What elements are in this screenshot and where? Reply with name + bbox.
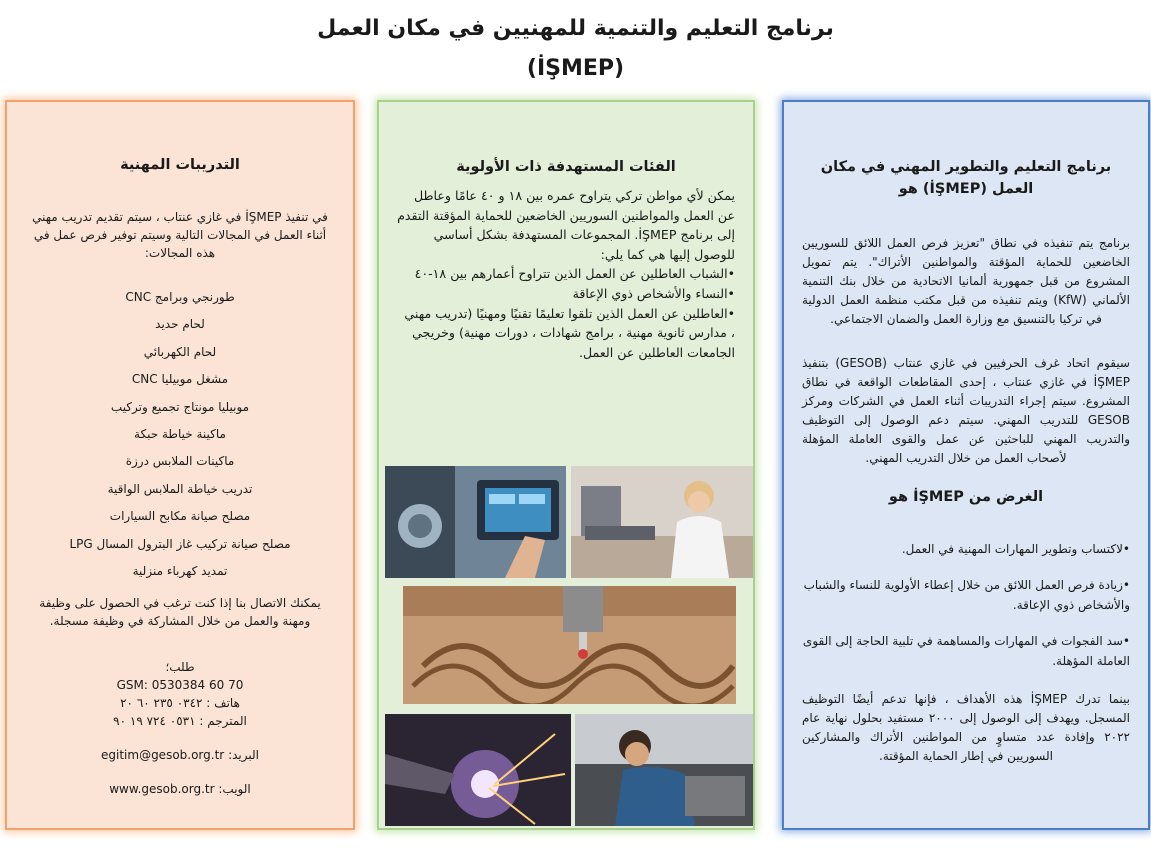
- list-item: ماكينات الملابس درزة: [125, 454, 235, 469]
- request-label: طلب؛: [165, 660, 195, 674]
- purpose-heading: الغرض من İŞMEP هو: [888, 489, 1044, 505]
- contact-note: يمكنك الاتصال بنا إذا كنت ترغب في الحصول على وظيفة ومهنة والعمل من خلال المشاركة في وظيفة مسجلة.: [39, 596, 321, 628]
- target-groups-body: [397, 186, 735, 362]
- vocational-trainings-heading: التدريبات المهنية: [120, 157, 240, 173]
- list-item: مصلح صيانة تركيب غاز البترول المسال LPG: [69, 536, 291, 551]
- vocational-trainings-intro: في تنفيذ İŞMEP في غازي عنتاب ، سيتم تقديم تدريب مهني أثناء العمل في المجالات التالية وسيتم توفير فرص عمل في هذه المجالات:: [32, 210, 328, 260]
- cnc-machine-photo: [385, 466, 566, 578]
- mechanic-photo: [575, 714, 753, 826]
- sewing-worker-photo: [571, 466, 753, 578]
- wood-carving-photo: [403, 586, 736, 704]
- list-item: •لاكتساب وتطوير المهارات المهنية في العمل.: [901, 542, 1130, 556]
- page-subtitle: (İŞMEP): [526, 56, 625, 81]
- web-link[interactable]: www.gesob.org.tr: [109, 782, 215, 796]
- list-item: •الشباب العاطلين عن العمل الذين تتراوح أعمارهم بين ١٨-٤٠: [414, 266, 735, 282]
- list-item: موبيليا مونتاج تجميع وتركيب: [110, 399, 250, 414]
- translator-number: المترجم : ٠٥٣١ ٧٢٤ ١٩ ٩٠: [113, 714, 247, 728]
- web-line: [7, 780, 353, 798]
- gsm-number: GSM: 0530384 60 70: [116, 678, 244, 692]
- list-item: •زيادة فرص العمل اللائق من خلال إعطاء الأولوية للنساء والشباب والأشخاص ذوي الإعاقة.: [803, 578, 1130, 612]
- list-item: •النساء والأشخاص ذوي الإعاقة: [572, 285, 735, 301]
- list-item: لحام الكهربائي: [143, 344, 217, 359]
- list-item: لحام حديد: [155, 317, 205, 332]
- list-item: •العاطلين عن العمل الذين تلقوا تعليمًا تقنيًا ومهنيًا (تدريب مهني ، مدارس ثانوية مهنية ، برامج شهادات ، دورات مهنية) وخريجي الجامعات العاطلين عن العمل.: [404, 305, 735, 360]
- list-item: ماكينة خياطة حبكة: [134, 427, 226, 442]
- target-groups-heading: الفئات المستهدفة ذات الأولوية: [456, 159, 676, 175]
- page-title: برنامج التعليم والتنمية للمهنيين في مكان العمل: [317, 16, 834, 41]
- email-link[interactable]: egitim@gesob.org.tr: [101, 748, 225, 762]
- list-item: مصلح صيانة مكابح السيارات: [109, 509, 251, 524]
- program-description-panel: [782, 100, 1150, 830]
- email-line: [7, 746, 353, 764]
- program-description-heading: برنامج التعليم والتطوير المهني في مكان العمل (İŞMEP) هو: [820, 159, 1112, 197]
- vocational-trainings-panel: [5, 100, 355, 830]
- program-description-para1: برنامج يتم تنفيذه في نطاق "تعزيز فرص العمل اللائق للسوريين الخاضعين للحماية المؤقتة والمواطنين الأتراك". يتم تمويل المشروع من قبل جمهورية ألمانيا الاتحادية من خلال بنك التنمية الألماني (KfW) ويتم تنفيذه من قبل مكتب منظمة العمل الدولية في تركيا بالتنسيق مع وزارة العمل والضمان الاجتماعي.: [802, 236, 1131, 326]
- list-item: مشغل موبيليا CNC: [131, 372, 229, 387]
- target-groups-intro: يمكن لأي مواطن تركي يتراوح عمره بين ١٨ و ٤٠ عامًا وعاطل عن العمل والمواطنين السوريين الخاضعين للحماية المؤقتة التقدم إلى برنامج İŞMEP. المجموعات المستهدفة بشكل أساسي للوصول إليها هي كما يلي:: [397, 188, 735, 262]
- program-description-para2: سيقوم اتحاد غرف الحرفيين في غازي عنتاب (GESOB) بتنفيذ İŞMEP في غازي عنتاب ، إحدى المقاطعات الواقعة في نطاق المشروع. سيتم إجراء التدريبات أثناء العمل في الشركات ومركز GESOB للتدريب المهني. سيتم دعم الوصول إلى التوظيف والتدريب المهني للباحثين عن عمل والقوى العاملة المؤهلة لأصحاب العمل من خلال التدريب المهني.: [802, 356, 1130, 465]
- list-item: تمديد كهرباء منزلية: [132, 564, 228, 579]
- phone-number: هاتف : ٠٣٤٢ ٢٣٥ ٦٠ ٢٠: [120, 696, 240, 710]
- closing-paragraph: بينما تدرك İŞMEP هذه الأهداف ، فإنها تدعم أيضًا التوظيف المسجل. ويهدف إلى الوصول إلى ٢٠٠٠ مستفيد بحلول نهاية عام ٢٠٢٢ وإفادة عدد متساوٍ من المواطنين الأتراك والمشاركين السوريين في إطار الحماية المؤقتة.: [802, 692, 1130, 763]
- welding-photo: [385, 714, 571, 826]
- web-label: الويب:: [218, 782, 251, 796]
- list-item: •سد الفجوات في المهارات والمساهمة في تلبية الحاجة إلى القوى العاملة المؤهلة.: [802, 634, 1130, 668]
- target-groups-panel: [377, 100, 755, 830]
- list-item: طورنجي وبرامج CNC: [125, 290, 235, 304]
- list-item: تدريب خياطة الملابس الواقية: [107, 481, 253, 496]
- training-fields-list: [7, 284, 353, 585]
- email-label: البريد:: [228, 748, 259, 762]
